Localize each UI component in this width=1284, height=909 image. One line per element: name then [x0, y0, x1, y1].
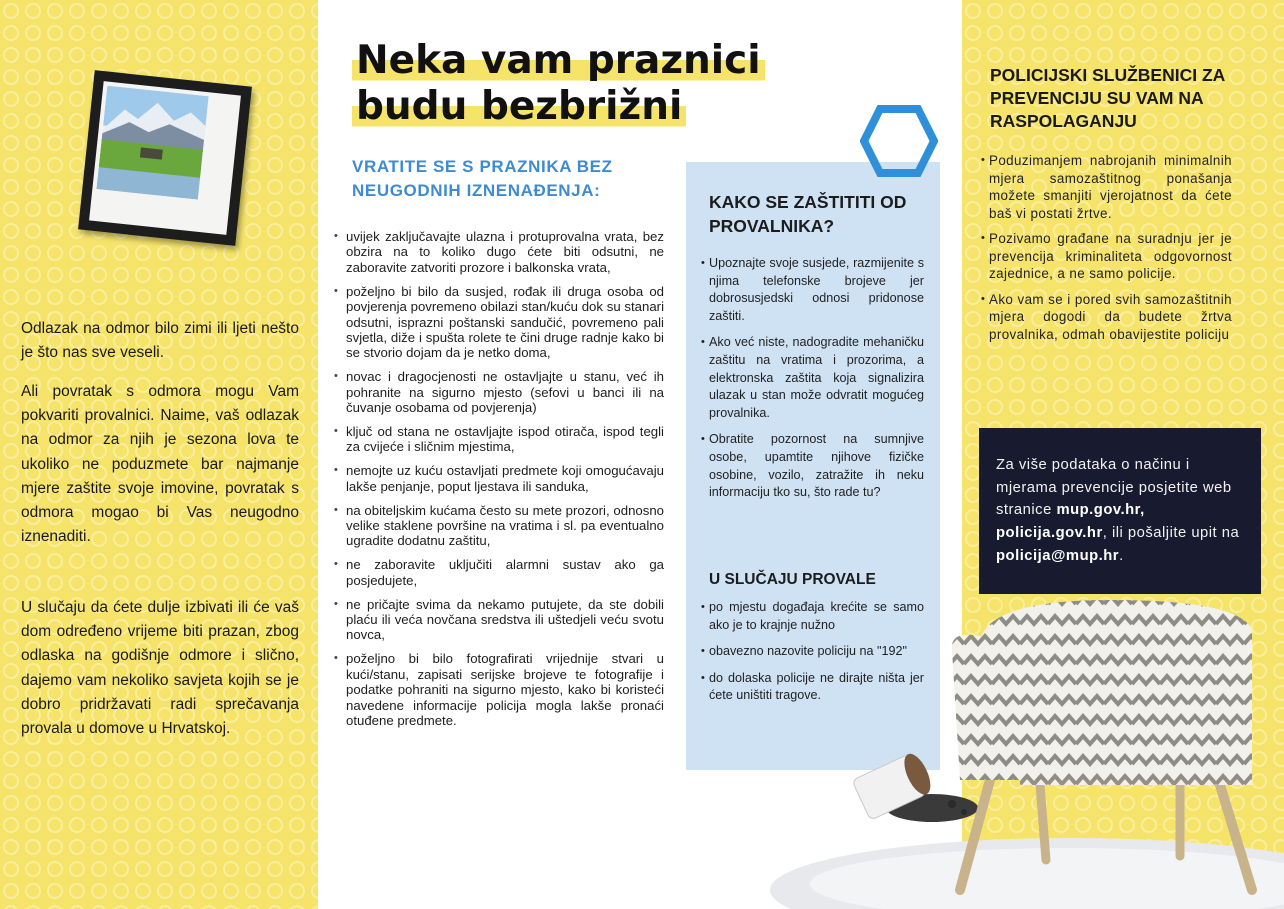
info-text: , ili pošaljite upit na [1102, 525, 1240, 542]
list-item: • Poduzimanjem nabrojanih minimalnih mjera samozaštitnog ponašanja možete smanjiti vjerojatnost da ćete baš vi postati žrtve. [982, 152, 1232, 222]
intro-paragraph-1: Odlazak na odmor bilo zimi ili ljeti nešto je što nas sve veseli. [21, 320, 299, 362]
list-item: • do dolaska policije ne dirajte ništa jer ćete uništiti tragove. [702, 670, 924, 705]
list-item: • na obiteljskim kućama često su mete prozori, odnosno velike staklene površine na vratima i sl. pa eventualno ugradite dodatnu zaštitu, [334, 503, 664, 549]
burglary-heading: U SLUČAJU PROVALE [709, 571, 876, 588]
armchair-image [880, 570, 1280, 909]
list-item: • Obratite pozornost na sumnjive osobe, upamtite njihove fizičke osobine, vozilo, zatražite ih neku informaciju tko su, što rade tu? [702, 431, 924, 501]
list-item: • obavezno nazovite policiju na "192" [702, 643, 924, 661]
email-link[interactable]: policija@mup.hr [996, 547, 1120, 564]
list-item: • uvijek zaključavajte ulazna i protuprovalna vrata, bez obzira na to koliko dugo ćete biti odsutni, ne zaboravite zatvoriti prozore i balkonska vrata, [334, 229, 664, 275]
intro-paragraph-3: U slučaju da ćete dulje izbivati ili će vaš dom određeno vrijeme biti prazan, zbog odlaska na godišnje odmore i slično, dajemo vam nekoliko savjeta kojih se je dobro pridržavati radi sprečavanja provala u domove u Hrvatskoj. [21, 599, 299, 738]
list-item: • novac i dragocjenosti ne ostavljajte u stanu, već ih pohranite na sigurno mjesto (sefovi u banci ili na čuvanje osobama od povjerenja) [334, 369, 664, 415]
info-text: . [1119, 547, 1124, 564]
protection-heading: KAKO SE ZAŠTITITI OD PROVALNIKA? [709, 192, 907, 236]
tips-list [334, 229, 664, 737]
list-item: • Ako vam se i pored svih samozaštitnih mjera dogodi da budete žrtva provalnika, odmah obavijestite policiju [982, 291, 1232, 344]
list-item: • po mjestu događaja krećite se samo ako je to krajnje nužno [702, 599, 924, 634]
headline [352, 38, 782, 130]
info-text: Za više podataka o načinu i mjerama prevencije posjetite web stranice [996, 457, 1232, 519]
police-heading: POLICIJSKI SLUŽBENICI ZA PREVENCIJU SU VAM NA RASPOLAGANJU [990, 65, 1225, 131]
headline-line-1: Neka vam praznici [352, 38, 765, 84]
protection-list [702, 255, 924, 511]
framed-picture [78, 70, 252, 246]
hexagon-icon [860, 104, 938, 178]
subheading: VRATITE SE S PRAZNIKA BEZ NEUGODNIH IZNENAĐENJA: [352, 157, 613, 200]
intro-paragraph-2: Ali povratak s odmora mogu Vam pokvariti provalnici. Naime, vaš odlazak na odmor za njih je sezona lova te ukoliko ne poduzmete bar najmanje mjere zaštite svoje imovine, povratak s odmora mogao bi Vas neugodno iznenaditi. [21, 383, 299, 546]
list-item: • ključ od stana ne ostavljajte ispod otirača, ispod tegli za cvijeće i sličnim mjestima, [334, 424, 664, 455]
list-item: • nemojte uz kuću ostavljati predmete koji omogućavaju lakše penjanje, poput ljestava ili sanduka, [334, 463, 664, 494]
list-item: • Pozivamo građane na suradnju jer je prevencija kriminaliteta odgovornost zajednice, a ne samo policije. [982, 230, 1232, 283]
website-link-mup[interactable]: mup.gov.hr, [1056, 502, 1145, 519]
headline-line-2: budu bezbrižni [352, 84, 686, 130]
list-item: • Ako već niste, nadogradite mehaničku zaštitu na vratima i prozorima, a elektronska zaštita koja signalizira ulazak u stan može odvratit mogućeg provalnika. [702, 334, 924, 422]
list-item: • ne pričajte svima da nekamo putujete, da ste dobili plaću ili veća novčana sredstva ili uštedjeli veću svotu novca, [334, 597, 664, 643]
website-link-policija[interactable]: policija.gov.hr [996, 525, 1103, 542]
list-item: • Upoznajte svoje susjede, razmijenite s njima telefonske brojeve jer dobrosusjedski odnosi pridonose zaštiti. [702, 255, 924, 325]
list-item: • poželjno bi bilo da susjed, rođak ili druga osoba od povjerenja povremeno obilazi stan/kuću dok su stanari odsutni, isprazni poštanski sandučić, povremeno pali svjetla, diže i spušta rolete te čini druge radnje kako bi se stvorio dojam da je netko doma, [334, 284, 664, 361]
mountain-landscape-photo [94, 86, 237, 227]
police-list [982, 152, 1232, 351]
list-item: • poželjno bi bilo fotografirati vrijednije stvari u kući/stanu, zapisati serijske brojeve te fotografije i podatke pohraniti na sigurno mjesto, kako bi koristeći navedene informacije policija mogla lakše pronaći otuđene predmete. [334, 651, 664, 728]
list-item: • ne zaboravite uključiti alarmni sustav ako ga posjedujete, [334, 557, 664, 588]
